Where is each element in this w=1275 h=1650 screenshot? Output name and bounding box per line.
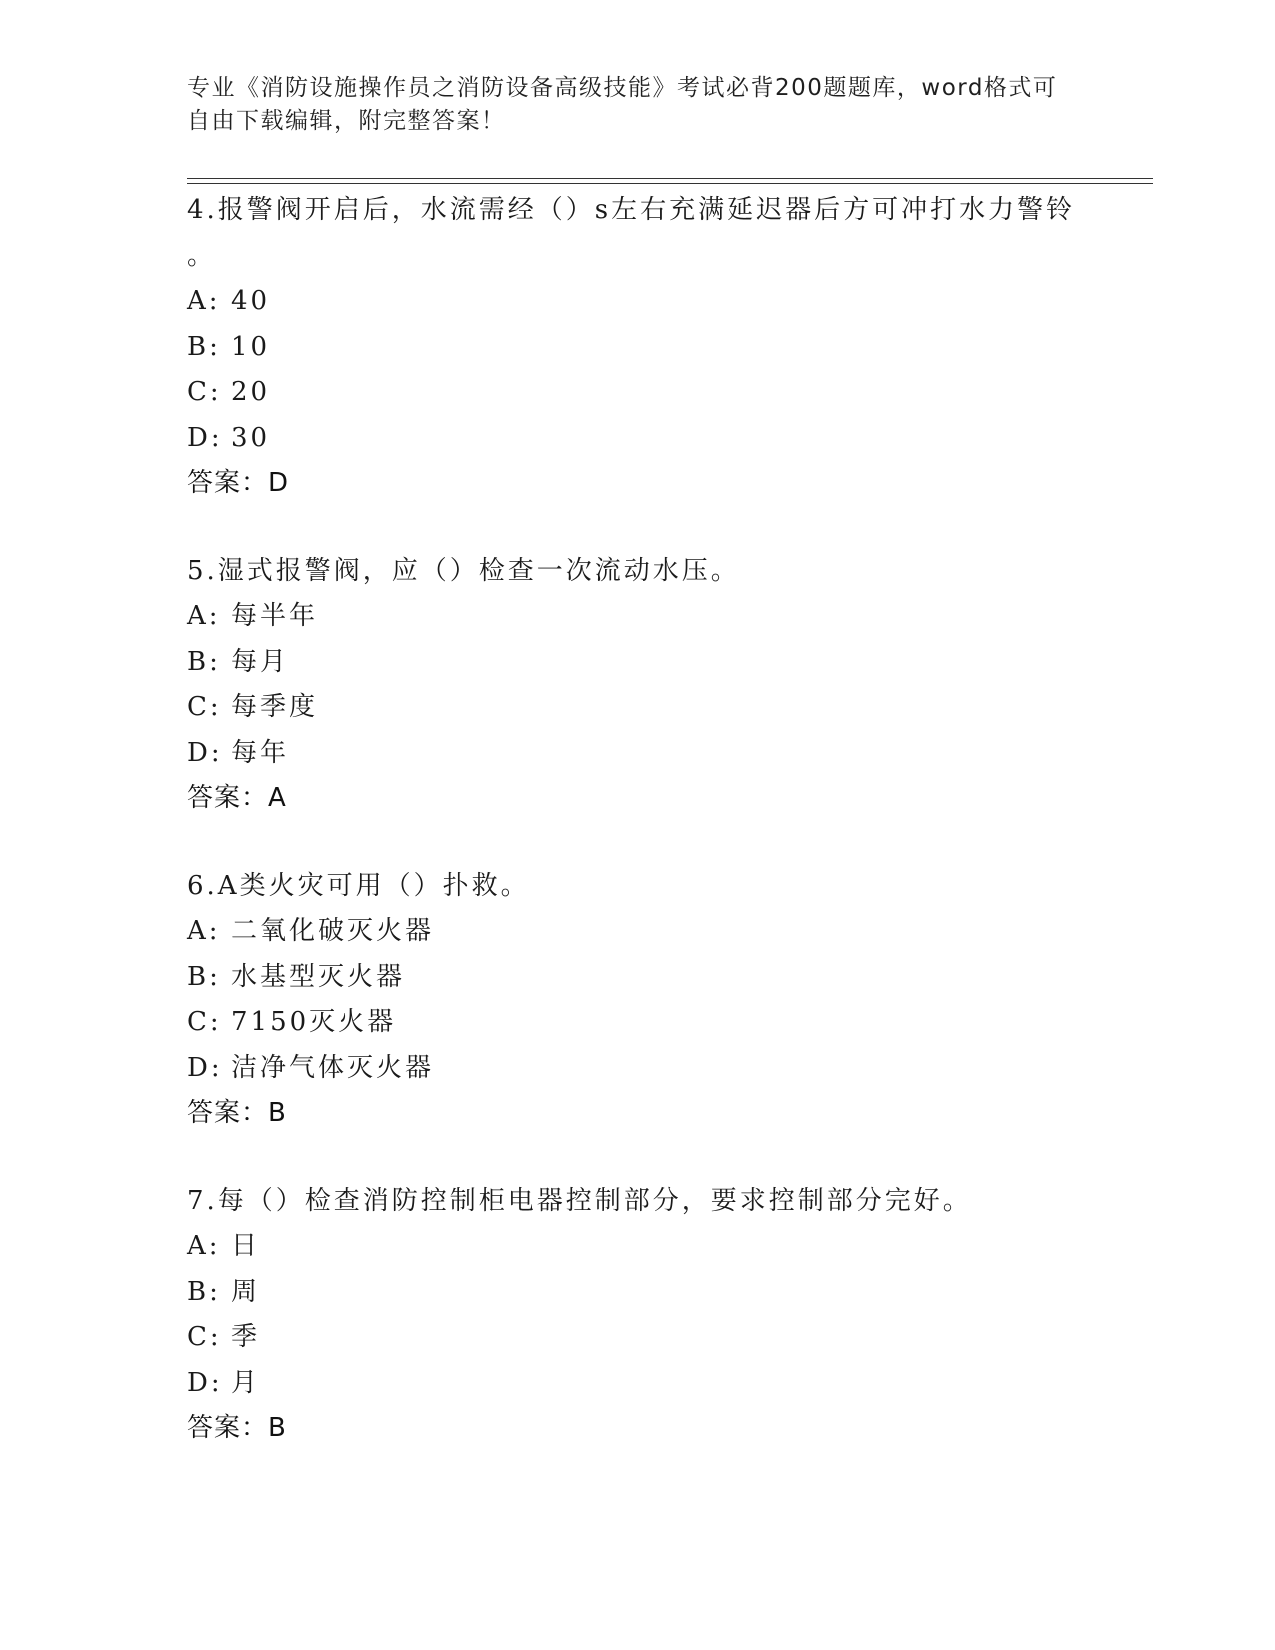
option-key: B: bbox=[187, 961, 221, 992]
question-title: 6.A类火灾可用（）扑救。 bbox=[187, 871, 530, 901]
option-c bbox=[187, 685, 1087, 731]
header-line-2: 自由下载编辑，附完整答案！ bbox=[187, 108, 506, 134]
option-key: C: bbox=[187, 377, 222, 407]
answer-value: D bbox=[268, 468, 290, 498]
answer-value: B bbox=[268, 1413, 287, 1443]
option-key: D: bbox=[187, 1367, 223, 1398]
option-text: 7150灭火器 bbox=[231, 1007, 397, 1037]
option-text: 水基型灭火器 bbox=[231, 961, 406, 992]
document-header bbox=[187, 72, 1067, 138]
question-4 bbox=[187, 187, 1087, 505]
answer-line bbox=[187, 1406, 1087, 1450]
option-text: 20 bbox=[231, 377, 271, 407]
option-c bbox=[187, 370, 1087, 416]
option-key: A: bbox=[187, 916, 221, 946]
option-d bbox=[187, 1046, 1087, 1092]
option-key: B: bbox=[187, 331, 221, 362]
option-c bbox=[187, 1315, 1087, 1361]
answer-label: 答案： bbox=[187, 468, 269, 498]
option-key: D: bbox=[187, 737, 223, 768]
option-d bbox=[187, 1361, 1087, 1407]
option-key: A: bbox=[187, 1231, 221, 1261]
option-text: 周 bbox=[231, 1276, 261, 1307]
question-title: 4.报警阀开启后，水流需经（）s左右充满延迟器后方可冲打水力警铃 bbox=[187, 195, 1076, 225]
option-text: 月 bbox=[231, 1367, 261, 1398]
option-a bbox=[187, 594, 1087, 640]
option-text: 40 bbox=[231, 286, 271, 316]
option-d bbox=[187, 731, 1087, 777]
option-key: A: bbox=[187, 601, 221, 631]
answer-line bbox=[187, 776, 1087, 820]
option-key: C: bbox=[187, 692, 222, 722]
option-text: 每月 bbox=[231, 646, 290, 677]
option-a bbox=[187, 1224, 1087, 1270]
option-text: 二氧化破灭火器 bbox=[231, 916, 435, 946]
option-d bbox=[187, 416, 1087, 462]
option-key: A: bbox=[187, 286, 221, 316]
option-b bbox=[187, 325, 1087, 371]
header-divider-top bbox=[187, 178, 1153, 179]
option-b bbox=[187, 640, 1087, 686]
question-5 bbox=[187, 548, 1087, 820]
option-a bbox=[187, 279, 1087, 325]
option-key: D: bbox=[187, 422, 223, 453]
option-text: 每半年 bbox=[231, 601, 319, 631]
answer-value: B bbox=[268, 1098, 287, 1128]
option-text: 每年 bbox=[231, 737, 290, 768]
question-6 bbox=[187, 863, 1087, 1135]
option-text: 季 bbox=[231, 1322, 261, 1352]
header-line-1: 专业《消防设施操作员之消防设备高级技能》考试必背200题题库，word格式可 bbox=[187, 75, 1058, 101]
option-text: 每季度 bbox=[231, 692, 319, 722]
answer-label: 答案： bbox=[187, 1413, 269, 1443]
question-7 bbox=[187, 1178, 1087, 1450]
option-text: 10 bbox=[231, 331, 271, 362]
answer-label: 答案： bbox=[187, 783, 269, 813]
option-text: 日 bbox=[231, 1231, 261, 1261]
option-text: 洁净气体灭火器 bbox=[231, 1052, 435, 1083]
question-title-continuation: 。 bbox=[187, 241, 217, 271]
option-text: 30 bbox=[231, 422, 271, 453]
option-c bbox=[187, 1000, 1087, 1046]
answer-value: A bbox=[268, 783, 287, 813]
option-key: D: bbox=[187, 1052, 223, 1083]
question-title: 7.每（）检查消防控制柜电器控制部分，要求控制部分完好。 bbox=[187, 1186, 972, 1216]
option-a bbox=[187, 909, 1087, 955]
question-title: 5.湿式报警阀，应（）检查一次流动水压。 bbox=[187, 556, 740, 586]
option-key: C: bbox=[187, 1322, 222, 1352]
option-b bbox=[187, 1270, 1087, 1316]
option-key: C: bbox=[187, 1007, 222, 1037]
answer-line bbox=[187, 461, 1087, 505]
option-key: B: bbox=[187, 1276, 221, 1307]
answer-label: 答案： bbox=[187, 1098, 269, 1128]
option-b bbox=[187, 955, 1087, 1001]
header-divider-bottom bbox=[187, 183, 1153, 184]
option-key: B: bbox=[187, 646, 221, 677]
answer-line bbox=[187, 1091, 1087, 1135]
